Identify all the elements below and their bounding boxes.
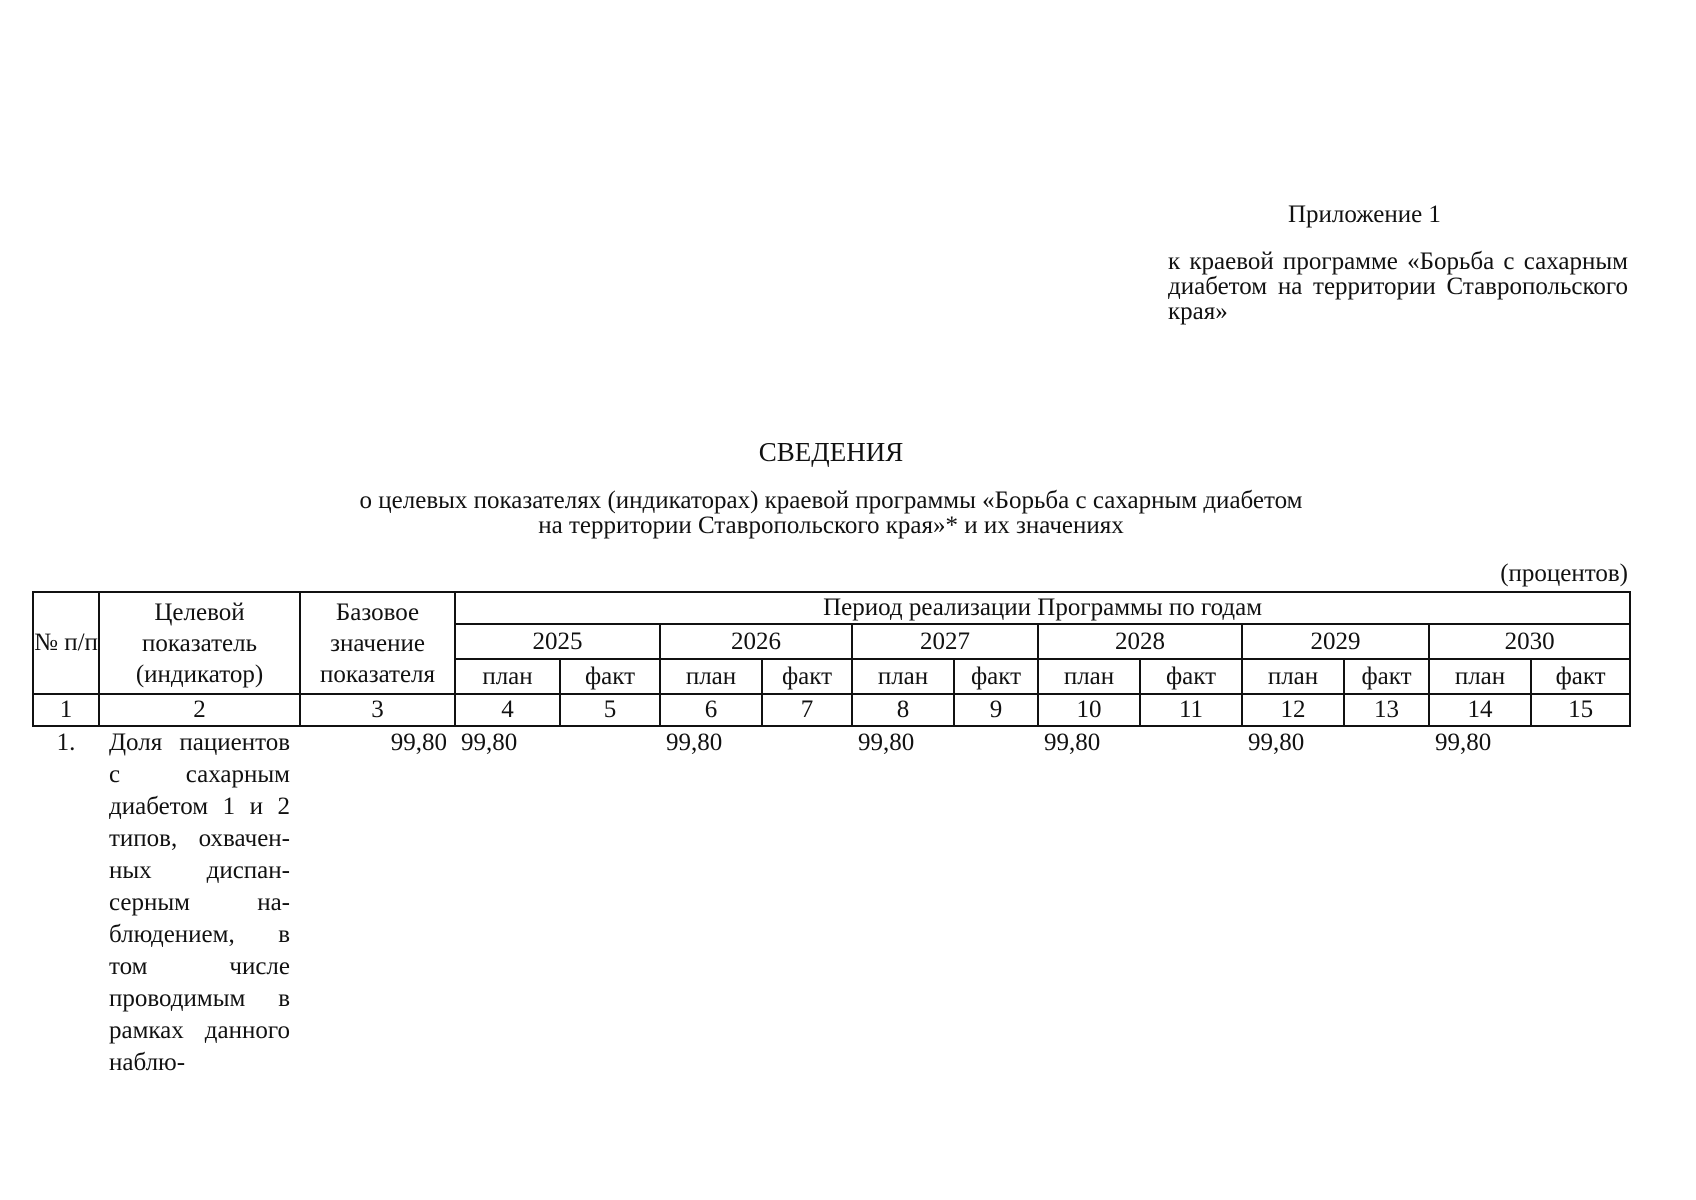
plan-2030: 99,80 — [1435, 729, 1492, 756]
header-plan: план — [660, 659, 762, 694]
header-year-2026: 2026 — [660, 624, 852, 659]
subtitle-line-2: на территории Ставропольского края»* и их значениях — [538, 512, 1124, 539]
column-number: 12 — [1242, 694, 1344, 726]
column-number: 7 — [762, 694, 852, 726]
document-title: СВЕДЕНИЯ — [758, 437, 904, 467]
header-fact: факт — [560, 659, 660, 694]
header-num: № п/п — [33, 592, 99, 694]
column-number: 14 — [1429, 694, 1531, 726]
column-number: 4 — [455, 694, 560, 726]
column-number: 6 — [660, 694, 762, 726]
appendix-block — [1168, 200, 1628, 324]
plan-2026: 99,80 — [666, 729, 723, 756]
column-number: 1 — [33, 694, 99, 726]
units-label: (процентов) — [1500, 560, 1628, 587]
column-number: 9 — [954, 694, 1038, 726]
document-subtitle — [0, 488, 1662, 538]
table-row — [33, 726, 1630, 1079]
appendix-text: к краевой программе «Борьба с сахарным диабетом на территории Ставропольского края» — [1168, 248, 1628, 325]
header-year-2027: 2027 — [852, 624, 1038, 659]
column-number: 13 — [1344, 694, 1429, 726]
base-value: 99,80 — [390, 729, 447, 756]
plan-2028: 99,80 — [1044, 729, 1101, 756]
plan-2025: 99,80 — [461, 729, 518, 756]
fact-2030 — [1531, 726, 1630, 1079]
column-number: 2 — [99, 694, 300, 726]
column-number: 15 — [1531, 694, 1630, 726]
header-base-value: Базовое значение показателя — [300, 592, 455, 694]
header-plan: план — [1242, 659, 1344, 694]
fact-2026 — [762, 726, 852, 1079]
subtitle-line-1: о целевых показателях (индикаторах) краевой программы «Борьба с сахарным диабетом — [359, 487, 1303, 514]
column-number: 8 — [852, 694, 954, 726]
fact-2025 — [560, 726, 660, 1079]
header-plan: план — [1429, 659, 1531, 694]
fact-2027 — [954, 726, 1038, 1079]
column-number: 5 — [560, 694, 660, 726]
indicator-name: Доля пациентов с сахарным диабетом 1 и 2 типов, охваченных диспансерным наблюдением, в том числе проводимым в рамках данного наблю- — [109, 729, 290, 1076]
header-fact: факт — [1344, 659, 1429, 694]
row-number: 1. — [56, 729, 76, 756]
fact-2029 — [1344, 726, 1429, 1079]
appendix-title: Приложение 1 — [1288, 201, 1441, 228]
header-period: Период реализации Программы по годам — [455, 592, 1630, 624]
header-year-2028: 2028 — [1038, 624, 1242, 659]
header-indicator: Целевой показатель (индикатор) — [99, 592, 300, 694]
column-number: 11 — [1140, 694, 1242, 726]
header-plan: план — [852, 659, 954, 694]
column-number: 10 — [1038, 694, 1140, 726]
header-fact: факт — [954, 659, 1038, 694]
plan-2029: 99,80 — [1248, 729, 1305, 756]
fact-2028 — [1140, 726, 1242, 1079]
header-plan: план — [455, 659, 560, 694]
header-fact: факт — [1531, 659, 1630, 694]
header-year-2030: 2030 — [1429, 624, 1630, 659]
plan-2027: 99,80 — [858, 729, 915, 756]
header-year-2029: 2029 — [1242, 624, 1429, 659]
header-plan: план — [1038, 659, 1140, 694]
header-year-2025: 2025 — [455, 624, 660, 659]
header-fact: факт — [762, 659, 852, 694]
indicators-table — [32, 591, 1631, 1079]
column-number: 3 — [300, 694, 455, 726]
header-fact: факт — [1140, 659, 1242, 694]
